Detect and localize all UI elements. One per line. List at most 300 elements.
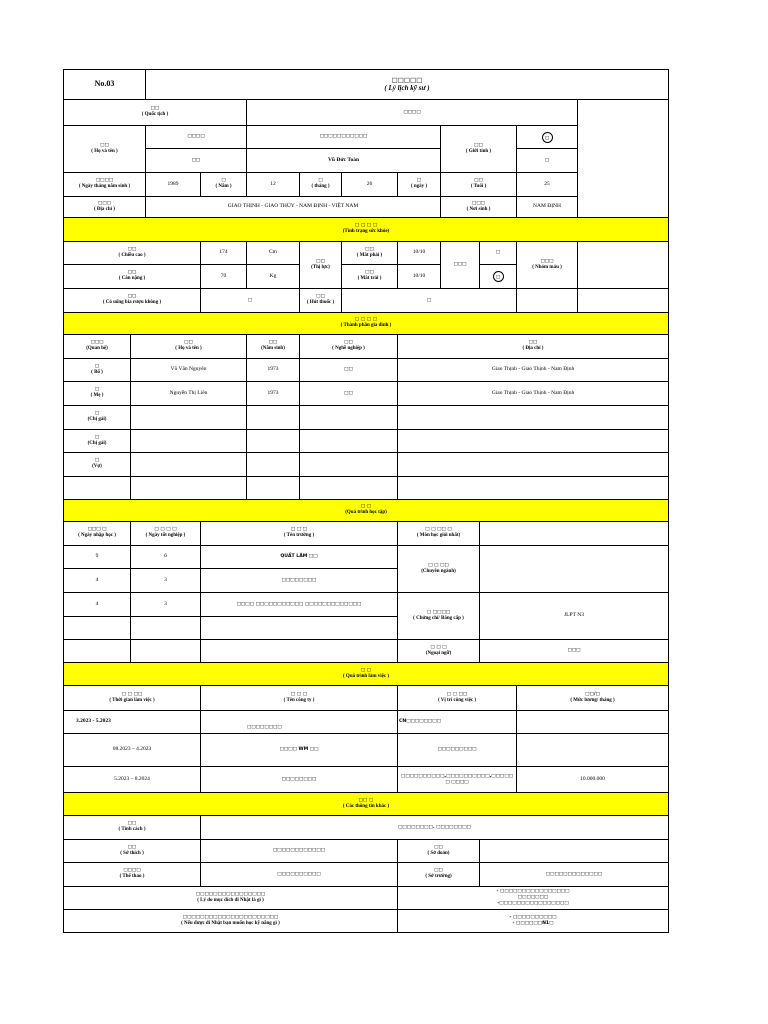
name-label-jp: □□ [100,142,109,148]
work-salary-header-vi: ( Mức lương/ tháng ) [570,697,615,703]
family-name-cell [130,452,247,477]
nationality-label-jp: □□ [150,106,160,112]
sport-value-jp: □□□□□□□□□□ [277,871,321,877]
birth-month [246,172,300,197]
work-period-cell [63,733,201,767]
gender-label-vi: ( Giới tính ) [465,148,492,154]
education-start-cell-value: 4 [95,576,99,583]
drinking-value [200,288,300,313]
major-label [397,545,480,593]
education-end-cell [130,545,201,569]
family-relation-cell [63,476,131,500]
family-name-cell [130,358,247,382]
blood-option-a [479,241,517,265]
weakness-label [397,839,480,863]
family-relation-cell [63,405,131,430]
family-birth-year-header [246,334,300,359]
blood-type-label [516,241,578,289]
education-school-cell [200,639,398,663]
family-birth-year-header-vi: (Năm sinh) [261,346,285,352]
family-birth-year-cell [246,476,300,500]
eyesight-left-label-jp: □□ [365,270,374,276]
work-position-cell-jp: □□□□□□□□□□,□□□□□□□□□□,□□□□□□ □□□□ [401,773,513,785]
best-subject-label-vi: ( Môn học giỏi nhất) [416,533,461,539]
education-end-cell-value: 3 [164,576,167,583]
family-job-header-jp: □□ [344,340,353,346]
japan-reason-value [397,886,669,910]
health-blank-cell [577,288,669,313]
education-section-header-vi: (Quá trình học tập) [345,510,387,516]
eyesight-right-value [397,241,441,265]
name-kanji-label-jp: □□ [191,157,201,163]
family-birth-year-cell [246,429,300,453]
skills-to-learn-value-jp: - □□□□□□□□□□ [509,915,557,921]
blood-type-label-vi: ( Nhóm máu ) [532,264,562,270]
certificate-label-vi: ( Chứng chỉ/ Bằng cấp ) [413,615,464,621]
other-section-header [63,792,669,816]
family-birth-year-cell [246,381,300,406]
name-label-vi: ( Họ và tên ) [91,148,118,154]
birth-day-unit-vi: ( ngày ) [410,184,428,190]
skills-to-learn-label [63,909,398,933]
photo-cell [577,99,669,218]
weight-value-value: 70 [220,272,227,279]
family-relation-cell-jp: □ [94,363,100,369]
birthplace-value [516,196,578,218]
gender-option-selected [516,125,578,149]
family-job-cell [299,358,398,382]
family-name-cell [130,429,247,453]
work-company-header-vi: ( Tên công ty ) [283,697,315,703]
education-end-cell [130,639,201,663]
family-relation-cell [63,429,131,453]
certificate-label [397,592,480,640]
education-school-cell-jp: QUẤT LÂM □□ [280,554,318,560]
address-label [63,196,146,218]
family-birth-year-cell [246,405,300,430]
education-school-cell [200,568,398,593]
work-position-header-jp: □ □ □□ [446,691,468,697]
skills-to-learn-value [397,909,669,933]
education-start-cell [63,568,131,593]
height-unit [246,241,300,265]
height-label-vi: ( Chiều cao ) [118,252,146,258]
name-value [246,148,441,173]
language-label [397,639,480,663]
education-school-cell [200,592,398,617]
birthplace-label [440,196,517,218]
birth-date-label-jp: □□□□ [95,178,114,184]
family-job-cell-jp: □□ [344,367,353,373]
blood-option-b [479,264,517,289]
address-value-value: GIAO THỊNH - GIAO THỦY - NAM ĐỊNH - VIỆT NAM [227,203,359,210]
smoking-value [341,288,517,313]
sport-value [200,862,398,887]
birth-day-unit [397,172,441,197]
language-label-vi: (Ngoại ngữ) [425,650,452,656]
family-relation-cell-vi: (Chị gái) [87,417,107,423]
blood-options-label-jp: □□□ [453,262,467,268]
family-address-header-jp: □□ [528,340,538,346]
education-start-header-vi: ( Ngày nhập học ) [78,533,116,539]
hobby-label [63,839,201,863]
best-subject-label-jp: □ □ □□ □ [425,527,452,533]
birth-month-value: 12 [270,180,276,187]
height-unit-value: Cm [269,249,277,256]
eyesight-left-value [397,264,441,289]
drinking-label-vi: ( Có uống bia rượu không ) [102,300,162,306]
height-label-jp: □□ [127,246,137,252]
certificate-value [479,592,669,640]
name-label [63,125,146,173]
eyesight-right-label-jp: □□ [365,246,374,252]
family-relation-cell-vi: ( Bố ) [91,369,103,375]
work-salary-cell-value: 10.000.000 [580,775,605,782]
family-relation-header-jp: □□□ [90,340,104,346]
birth-day-value: 26 [366,180,373,187]
personality-label-vi: ( Tính cách ) [118,827,146,833]
hobby-label-vi: ( Sở thích ) [120,850,144,856]
eyesight-right-label-vi: ( Mắt phải ) [356,252,383,258]
gender-option-selected-circled: □ [542,132,553,143]
family-job-cell [299,476,398,500]
strength-label-vi: ( Sở trường) [425,874,452,880]
birth-year-unit-vi: ( Năm ) [215,184,232,190]
birthplace-value-value: NAM ĐỊNH [533,203,561,210]
family-relation-cell [63,452,131,477]
family-relation-cell-vi: (Vợ) [92,464,102,470]
work-period-cell [63,766,201,793]
work-company-header-jp: □ □ □ [290,691,308,697]
education-start-cell [63,592,131,617]
birthplace-label-vi: ( Nơi sinh ) [466,206,491,212]
smoking-value-jp: □ [426,297,432,303]
education-start-cell-value: 9 [95,553,99,560]
health-section-header [63,217,669,242]
education-school-cell-jp: □□□□ □□□□□□□□□□□ □□□□□□□□□□□□□ [236,601,362,607]
nationality-label [63,99,247,126]
family-job-cell-jp: □□ [344,390,353,396]
education-end-header [130,521,201,546]
nationality-value [246,99,578,126]
family-relation-cell [63,381,131,406]
major-value [479,545,669,593]
nationality-label-vi: ( Quốc tịch ) [141,112,169,118]
work-section-header-vi: ( Quá trình làm việc ) [343,673,389,679]
family-birth-year-cell-value: 1973 [267,389,279,396]
weakness-value [479,839,669,863]
work-position-cell [397,710,517,734]
family-name-header-vi: ( Họ và tên ) [175,346,202,352]
address-label-vi: ( Địa chỉ ) [94,206,115,212]
health-section-header-jp: □ □ □ □ [354,223,378,229]
family-name-header-jp: □□ [184,340,193,346]
education-school-header-jp: □ □ □ [290,527,308,533]
family-name-cell [130,381,247,406]
education-school-cell [200,545,398,569]
japan-reason-value-jp: -□□□□□□□□□□□□□□□□ [497,900,569,906]
name-kana-label [145,125,247,149]
family-job-header-vi: ( Nghề nghiệp ) [332,346,365,352]
family-address-header-vi: ( Địa chỉ ) [522,346,544,352]
other-section-header-vi: ( Các thông tin khác ) [342,803,390,809]
eyesight-label [299,241,342,289]
education-school-header [200,521,398,546]
education-start-cell-value: 4 [95,600,99,607]
blood-options-label [440,241,480,289]
education-school-cell [200,616,398,640]
birthplace-label-jp: □□□ [471,200,486,206]
work-company-cell [200,710,398,734]
age-label-vi: ( Tuổi ) [470,184,487,190]
work-period-header-vi: ( Thời gian làm việc ) [109,697,155,703]
family-section-header-vi: ( Thành phần gia đình ) [340,323,392,329]
eyesight-right-label [341,241,398,265]
drinking-label-jp: □□ [127,294,137,300]
best-subject-value [479,521,669,546]
work-salary-cell [516,710,669,734]
strength-value-jp: □□□□□□□□□□□□□ [545,871,603,877]
family-relation-cell-vi: ( Mẹ ) [90,393,104,399]
certificate-value-value: JLPT N3 [564,612,584,619]
language-value [479,639,669,663]
skills-to-learn-label-jp: □□□□□□□□□□□□□□□□□□□□□□ [182,914,279,920]
birth-month-unit-jp: □ [318,178,323,184]
weight-unit [246,264,300,289]
personality-value-jp: □□□□□□□□. □□□□□□□□ [398,824,471,830]
work-salary-header-jp: □□/□ [585,691,600,697]
family-address-cell [397,476,669,500]
weight-unit-value: Kg [269,272,277,279]
family-relation-cell-jp: □ [94,458,100,464]
family-job-cell [299,405,398,430]
eyesight-left-label-vi: ( Mắt trái ) [357,276,382,282]
birth-date-label-vi: ( Ngày tháng năm sinh ) [78,184,131,190]
work-position-header-vi: ( Vị trí công việc ) [437,697,477,703]
family-address-cell [397,405,669,430]
hobby-value-jp: □□□□□□□□□□□□ [272,848,326,854]
family-birth-year-cell [246,452,300,477]
family-address-cell [397,452,669,477]
family-job-header [299,334,398,359]
work-salary-header [516,685,669,711]
birth-month-unit [299,172,342,197]
sport-label-jp: □□□□ [123,868,141,874]
work-company-cell-jp: □□□□□□□□ [281,776,317,782]
eyesight-label-jp: □□ [316,258,325,264]
other-section-header-jp: □□ □ [358,797,374,803]
education-end-header-jp: □ □ □ □ [154,527,177,533]
work-position-header [397,685,517,711]
weight-label-vi: ( Cân nặng ) [118,276,146,282]
weight-label [63,264,201,289]
family-relation-header [63,334,131,359]
gender-label-jp: □□ [474,142,483,148]
nationality-value-jp: □□□□ [403,109,421,115]
eyesight-left-label [341,264,398,289]
personality-label-jp: □□ [127,821,137,827]
age-label-jp: □□ [474,178,483,184]
personality-value [200,815,669,840]
name-kanji-label [145,148,247,173]
name-value-value: Vũ Đức Toàn [327,156,360,163]
weight-value [200,264,247,289]
document-number [63,69,146,100]
birth-day [341,172,398,197]
family-relation-cell-jp: □ [94,434,100,440]
name-kana-value-jp: □□□□□□□□□□□ [319,134,368,140]
work-company-cell-jp: □□□□□□□□ [247,725,282,731]
sport-label-vi: ( Thể thao ) [119,874,145,880]
japan-reason-label-vi: ( Lý do mục đích đi Nhật là gì ) [197,897,264,903]
smoking-label [299,288,342,313]
health-blank-cell [577,241,669,289]
family-section-header [63,312,669,335]
japan-reason-value-jp: □□□□□□□ [517,895,549,901]
education-end-cell-value: 6 [164,553,167,560]
weakness-label-jp: □□ [434,844,443,850]
work-salary-cell [516,733,669,767]
family-name-cell [130,476,247,500]
personality-label [63,815,201,840]
family-birth-year-cell [246,358,300,382]
family-job-cell [299,381,398,406]
work-section-header [63,662,669,686]
language-label-jp: □ □ □ [430,644,447,650]
work-period-cell-value: 08.2023 – 4.2023 [112,746,152,753]
education-end-cell [130,616,201,640]
blood-option-a-jp: □ [495,250,501,256]
height-label [63,241,201,265]
address-label-jp: □□□ [97,200,112,206]
birth-year-unit [200,172,247,197]
health-blank-cell [516,288,578,313]
weight-label-jp: □□ [127,270,137,276]
work-period-header-jp: □ □ □□ [121,691,143,697]
gender-option-other-jp: □ [544,157,550,163]
work-period-header [63,685,201,711]
weakness-label-vi: ( Sở đoản) [427,850,450,856]
birth-year-unit-jp: □ [221,178,226,184]
family-relation-cell [63,358,131,382]
family-address-header [397,334,669,359]
work-company-cell [200,733,398,767]
family-name-cell-value: Nguyễn Thị Liên [169,389,208,396]
family-relation-cell-vi: (Chị gái) [87,440,107,446]
drinking-label [63,288,201,313]
document-number-value: No.03 [94,79,115,89]
education-end-cell [130,592,201,617]
work-position-cell-jp: CN□□□□□□□□ [399,719,441,725]
japan-reason-label-jp: □□□□□□□□□□□□□□□□ [195,891,266,897]
education-start-cell [63,545,131,569]
address-value [145,196,441,218]
work-section-header-jp: □ □ [360,667,372,673]
work-period-cell-value: 5.2023 – 8.2024 [114,775,150,782]
birth-month-unit-vi: ( tháng ) [311,184,330,190]
education-end-cell-value: 3 [164,600,167,607]
document-title-jp: □□□□□ [391,75,423,84]
work-company-cell-jp: □□□□ WM □□ [279,747,319,753]
smoking-label-vi: ( Hút thuốc ) [306,300,335,306]
height-value-value: 174 [219,249,228,256]
work-period-cell [63,710,201,734]
education-end-header-vi: ( Ngày tốt nghiệp ) [145,533,186,539]
work-salary-cell [516,766,669,793]
strength-value [479,862,669,887]
language-value-jp: □□□ [567,648,581,654]
family-relation-header-vi: (Quan hệ) [86,346,108,352]
education-start-cell [63,639,131,663]
height-value [200,241,247,265]
family-address-cell-value: Giao Thịnh - Giao Thịnh - Nam Định [491,366,575,373]
work-company-header [200,685,398,711]
blood-type-label-jp: □□□ [540,258,554,264]
work-company-cell [200,766,398,793]
family-name-header [130,334,247,359]
major-label-vi: (Chuyên ngành) [421,568,456,574]
family-relation-cell-jp: □ [94,411,100,417]
eyesight-label-vi: (Thị lực) [311,264,330,270]
education-section-header-jp: □ □ [360,504,372,510]
family-address-cell [397,429,669,453]
birth-day-unit-jp: □ [416,178,422,184]
document-title-vi: ( Lý lịch kỹ sư ) [384,84,430,93]
education-school-cell-jp: □□□□□□□□ [281,577,317,583]
family-address-cell [397,381,669,406]
education-end-cell [130,568,201,593]
smoking-label-jp: □□ [316,294,325,300]
sport-label [63,862,201,887]
birth-year-value: 1989 [167,180,179,187]
hobby-label-jp: □□ [127,844,137,850]
birth-year [145,172,201,197]
japan-reason-label [63,886,398,910]
drinking-value-jp: □ [247,297,253,303]
family-section-header-jp: □ □ □ □ [354,317,378,323]
major-label-jp: □ □ □□ [428,562,449,568]
gender-label [440,125,517,173]
family-name-cell [130,405,247,430]
work-position-cell [397,766,517,793]
blood-option-b-circled: □ [493,271,504,282]
family-name-cell-value: Vũ Văn Nguyên [170,366,207,373]
name-kana-label-jp: □□□□ [187,134,205,140]
age-label [440,172,517,197]
hobby-value [200,839,398,863]
family-relation-cell-jp: □ [94,387,100,393]
eyesight-left-value-value: 10/10 [412,272,426,279]
name-kana-value [246,125,441,149]
skills-to-learn-value-jp: - □□□□□□N1□ [512,921,554,926]
strength-label-jp: □□ [434,868,443,874]
skills-to-learn-label-vi: ( Nếu được đi Nhật bạn muốn học kỹ năng gì ) [181,920,280,926]
age-value [516,172,578,197]
certificate-label-jp: □ □□□□ [426,609,451,615]
best-subject-label [397,521,480,546]
family-address-cell-value: Giao Thịnh - Giao Thịnh - Nam Định [491,389,575,396]
education-school-header-vi: ( Tên trường ) [283,533,315,539]
gender-option-other [516,148,578,173]
family-birth-year-cell-value: 1973 [267,366,279,373]
age-value-value: 25 [544,180,550,187]
work-position-cell-jp: □□□□□□□□□ [437,747,477,753]
family-birth-year-header-jp: □□ [268,340,278,346]
eyesight-right-value-value: 10/10 [412,249,426,256]
birth-date-label [63,172,146,197]
education-section-header [63,499,669,522]
education-start-header [63,521,131,546]
